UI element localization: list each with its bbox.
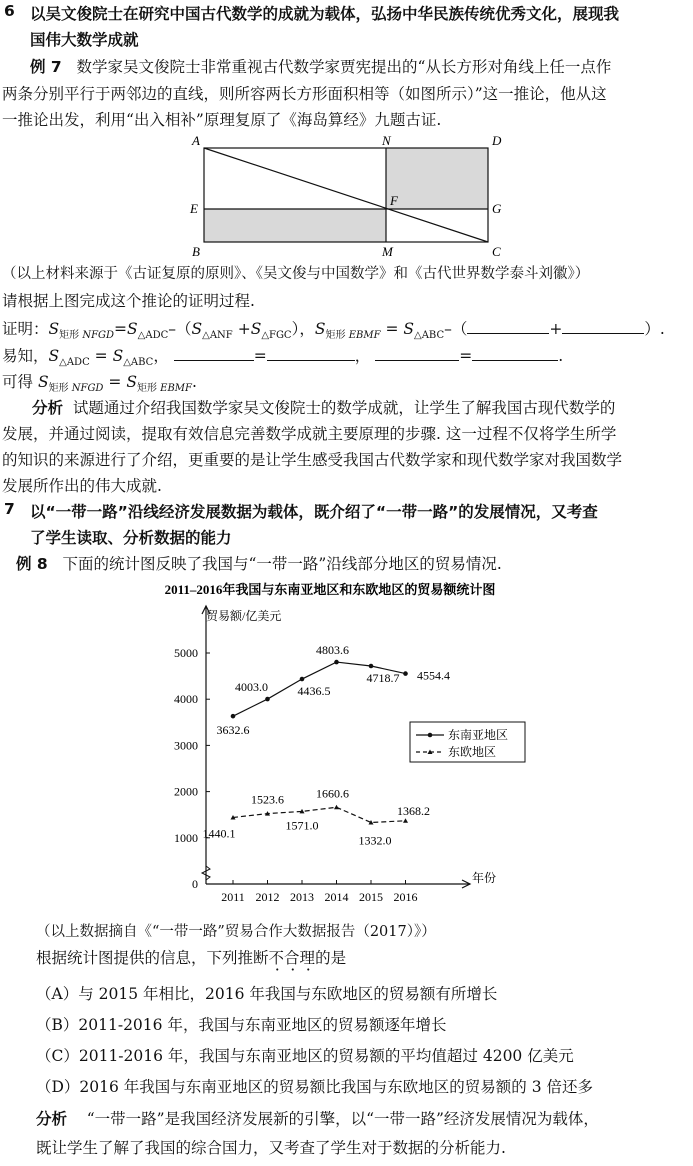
easy-know-line: 易知，$S_{\triangle ADC} = S_{\triangle ABC}$， = ， = .: [2, 347, 564, 369]
legend-marker: [428, 733, 433, 738]
chart-x-axis-label: 年份: [472, 871, 497, 885]
example-8-source: （以上数据摘自《“一带一路”贸易合作大数据报告（2017）》）: [36, 924, 436, 940]
easy-blank-2[interactable]: [267, 346, 355, 361]
easy-blank-3[interactable]: [375, 346, 459, 361]
analysis-7-line1: 分析 试题通过介绍我国数学家吴文俊院士的数学成就，让学生了解我国古现代数学的: [32, 399, 616, 417]
option-d[interactable]: （D）2016 年我国与东南亚地区的贸易额比我国与东欧地区的贸易额的 3 倍还多: [36, 1078, 594, 1096]
x-tick-label: 2015: [359, 890, 383, 904]
y-tick-label: 5000: [174, 646, 198, 660]
example-7-line3: 一推论出发，利用“出入相补”原理复原了《海岛算经》九题古证.: [2, 111, 442, 129]
data-label: 4436.5: [297, 684, 331, 699]
series-line-1: [233, 807, 406, 822]
x-tick-label: 2014: [324, 890, 349, 904]
label-e: E: [190, 201, 198, 216]
example-7-line1: [30, 55, 611, 77]
data-point: [403, 818, 408, 823]
legend-label: 东欧地区: [448, 745, 497, 759]
option-c[interactable]: （C）2011-2016 年，我国与东南亚地区的贸易额的平均值超过 4200 亿美元: [36, 1047, 574, 1065]
y-tick-label: 4000: [174, 692, 198, 707]
label-g: G: [492, 201, 502, 216]
label-b: B: [192, 244, 200, 258]
example-8-label: 例 8: [16, 555, 48, 573]
x-tick-label: 2011: [221, 890, 245, 904]
data-point: [334, 805, 339, 810]
data-label: 1332.0: [358, 833, 392, 848]
section-6-heading-line1: 以吴文俊院士在研究中国古代数学的成就为载体，弘扬中华民族传统优秀文化，展现我: [30, 5, 620, 23]
legend-label: 东南亚地区: [448, 728, 509, 742]
option-a[interactable]: （A）与 2015 年相比，2016 年我国与东欧地区的贸易额有所增长: [36, 985, 498, 1003]
analysis-8-label: 分析: [36, 1110, 68, 1128]
analysis-7-line2: 发展，并通过阅读，提取有效信息完善数学成就主要原理的步骤. 这一过程不仅将学生所学: [2, 425, 617, 443]
section-7-number: 7: [4, 500, 15, 518]
easy-blank-1[interactable]: [174, 346, 254, 361]
label-n: N: [382, 133, 391, 148]
example-7-source: （以上材料来源于《古证复原的原则》、《吴文俊与中国数学》和《古代世界数学泰斗刘徽》）: [2, 266, 590, 282]
rect-ebmf-shaded: [204, 209, 386, 242]
data-point: [334, 660, 339, 665]
data-label: 1571.0: [285, 818, 319, 833]
data-label: 1368.2: [397, 803, 430, 818]
option-b[interactable]: （B）2011-2016 年，我国与东南亚地区的贸易额逐年增长: [36, 1016, 447, 1034]
easy-blank-4[interactable]: [472, 346, 558, 361]
rectangle-figure: [180, 130, 510, 258]
data-point: [231, 714, 236, 719]
section-7-heading-line2: 了学生读取、分析数据的能力: [30, 529, 232, 547]
x-tick-label: 2016: [393, 890, 418, 904]
data-label: 4003.0: [235, 680, 268, 695]
data-label: 1660.6: [316, 786, 349, 801]
y-tick-label: 0: [192, 877, 198, 891]
section-7-heading-line1: 以“一带一路”沿线经济发展数据为载体，既介绍了“一带一路”的发展情况，又考查: [30, 503, 598, 521]
example-7-line2: 两条分别平行于两邻边的直线，则所容两长方形面积相等（如图所示）”这一推论，他从这: [2, 85, 607, 103]
x-tick-label: 2013: [290, 890, 314, 904]
analysis-8-line1: 分析 “一带一路”是我国经济发展新的引擎，以“一带一路”经济发展情况为载体，: [36, 1110, 599, 1128]
label-d: D: [492, 133, 502, 148]
proof-blank-1[interactable]: [467, 319, 549, 334]
label-c: C: [492, 244, 501, 258]
example-7-label: 例 7: [30, 58, 62, 76]
x-tick-label: 2012: [255, 890, 280, 904]
data-point: [403, 671, 408, 676]
section-6-number: 6: [4, 2, 15, 20]
conclusion-line: 可得 $S_{矩形 NFGD} = S_{矩形 EBMF}$.: [2, 373, 197, 395]
y-tick-label: 1000: [174, 830, 198, 845]
analysis-7-line3: 的知识的来源进行了介绍，更重要的是让学生感受我国古代数学家和现代数学家对我国数学: [2, 451, 623, 469]
data-point: [300, 677, 305, 682]
chart-y-axis-label: 贸易额/亿美元: [206, 609, 282, 623]
y-tick-label: 2000: [174, 784, 198, 799]
data-label: 4803.6: [316, 643, 349, 658]
data-label: 4718.7: [366, 670, 400, 685]
data-point: [369, 664, 374, 669]
data-label: 4554.4: [417, 668, 450, 683]
data-label: 3632.6: [216, 723, 250, 738]
label-m: M: [382, 244, 393, 258]
example-8-question: 根据统计图提供的信息，下列推断不合理的是: [36, 949, 347, 967]
analysis-8-line2: 既让学生了解了我国的综合国力，又考查了学生对于数据的分析能力.: [36, 1139, 506, 1157]
section-6-heading-line2: 国伟大数学成就: [30, 31, 139, 49]
rect-nfgd-shaded: [386, 148, 488, 209]
trade-line-chart: [120, 578, 540, 918]
example-7-text1: 数学家吴文俊院士非常重视古代数学家贾宪提出的“从长方形对角线上任一点作: [76, 58, 612, 76]
data-label: 1523.6: [251, 792, 284, 807]
chart-title: 2011–2016年我国与东南亚地区和东欧地区的贸易额统计图: [164, 582, 496, 597]
analysis-7-label: 分析: [32, 399, 64, 417]
example-7-instruction: 请根据上图完成这个推论的证明过程.: [2, 292, 255, 310]
example-8-intro: 例 8 下面的统计图反映了我国与“一带一路”沿线部分地区的贸易情况.: [16, 555, 502, 573]
analysis-7-line4: 发展所作出的伟大成就.: [2, 477, 162, 495]
data-point: [265, 697, 270, 702]
label-f: F: [390, 193, 398, 208]
label-a: A: [192, 133, 200, 148]
y-tick-label: 3000: [174, 738, 198, 753]
proof-blank-2[interactable]: [562, 319, 644, 334]
proof-line: 证明：$S_{矩形 NFGD}=S_{\triangle ADC}-(S_{\triangle ANF} +S_{\triangle FGC})$，$S_{矩形 EBMF} = S_{\triangle ABC}-$（ + ）.: [2, 320, 665, 342]
data-label: 1440.1: [202, 826, 236, 841]
